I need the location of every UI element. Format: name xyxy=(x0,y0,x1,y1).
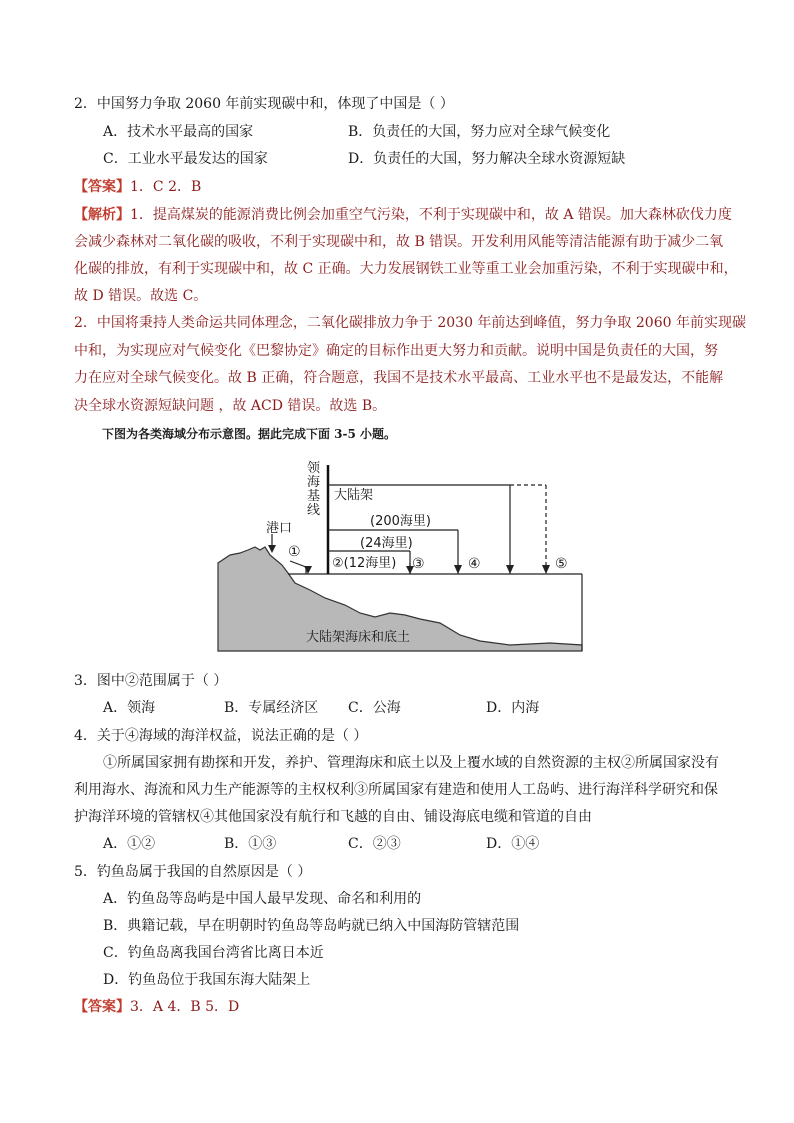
nm24-label: (24海里) xyxy=(360,536,413,551)
zone-5-label: ⑤ xyxy=(555,556,568,572)
q5-option-d: D．钓鱼岛位于我国东海大陆架上 xyxy=(103,972,311,988)
analysis-line-4: 故 D 错误。故选 C。 xyxy=(74,288,208,304)
baseline-char: 海 xyxy=(307,475,321,490)
q3-option-d: D．内海 xyxy=(486,700,540,716)
analysis-line-5: 2．中国将秉持人类命运共同体理念，二氧化碳排放力争于 2030 年前达到峰值，努力争取 2060 年前实现碳 xyxy=(74,315,746,331)
q3-option-c: C．公海 xyxy=(348,700,401,716)
q5-option-a: A．钓鱼岛等岛屿是中国人最早发现、命名和利用的 xyxy=(103,891,422,907)
answer-line-2 xyxy=(74,997,239,1017)
q2-option-c: C．工业水平最发达的国家 xyxy=(103,151,268,167)
answer-tag: 【答案】 xyxy=(74,999,130,1015)
q4-statement-line-3: 护海洋环境的管辖权④其他国家没有航行和飞越的自由、铺设海底电缆和管道的自由 xyxy=(74,809,592,825)
analysis-tag: 【解析】 xyxy=(74,207,130,223)
nm200-label: (200海里) xyxy=(370,514,431,529)
q2-stem: 2．中国努力争取 2060 年前实现碳中和，体现了中国是（ ） xyxy=(74,96,454,112)
baseline-label xyxy=(307,462,323,518)
port-label: 港口 xyxy=(266,521,293,536)
q2-option-a: A．技术水平最高的国家 xyxy=(103,124,254,140)
q2-option-d: D．负责任的大国，努力解决全球水资源短缺 xyxy=(348,151,626,167)
zone-1-label: ① xyxy=(288,544,301,560)
q5-stem: 5．钓鱼岛属于我国的自然原因是（ ） xyxy=(74,864,312,880)
baseline-char: 领 xyxy=(307,461,321,476)
continental-shelf-label: 大陆架 xyxy=(334,488,374,503)
q3-stem: 3．图中②范围属于（ ） xyxy=(74,673,228,689)
diagram-intro: 下图为各类海域分布示意图。据此完成下面 3-5 小题。 xyxy=(102,427,397,441)
q4-stem: 4．关于④海域的海洋权益，说法正确的是（ ） xyxy=(74,728,368,744)
nm12-label: ②(12海里) xyxy=(332,556,397,571)
q4-statement-line-2: 利用海水、海流和风力生产能源等的主权权利③所属国家有建造和使用人工岛屿、进行海洋科学研究和保 xyxy=(74,782,718,798)
analysis-line-6: 中和，为实现应对气候变化《巴黎协定》确定的目标作出更大努力和贡献。说明中国是负责任的大国，努 xyxy=(74,343,718,359)
q2-option-b: B．负责任的大国，努力应对全球气候变化 xyxy=(348,124,611,140)
analysis-text: 1．提高煤炭的能源消费比例会加重空气污染，不利于实现碳中和，故 A 错误。加大森林砍伐力度 xyxy=(130,207,732,223)
answer-text: 1．C 2．B xyxy=(130,179,202,195)
q4-option-d: D．①④ xyxy=(486,836,540,852)
sea-zones-diagram xyxy=(210,455,590,655)
answer-text: 3．A 4．B 5．D xyxy=(130,999,240,1015)
baseline-char: 基 xyxy=(307,489,321,504)
analysis-line-8: 决全球水资源短缺问题 ，故 ACD 错误。故选 B。 xyxy=(74,398,387,414)
analysis-line-7: 力在应对全球气候变化。故 B 正确，符合题意，我国不是技术水平最高、工业水平也不是最发达，不能解 xyxy=(74,370,724,386)
q4-option-b: B．①③ xyxy=(224,836,277,852)
zone-4-label: ④ xyxy=(468,556,481,572)
q5-option-b: B．典籍记载，早在明朝时钓鱼岛等岛屿就已纳入中国海防管辖范围 xyxy=(103,918,520,934)
q3-option-b: B．专属经济区 xyxy=(224,700,319,716)
q4-statement-line-1: ①所属国家拥有勘探和开发，养护、管理海床和底土以及上覆水域的自然资源的主权②所属国家没有 xyxy=(103,755,719,771)
answer-tag: 【答案】 xyxy=(74,179,130,195)
q3-option-a: A．领海 xyxy=(103,700,156,716)
analysis-line-1 xyxy=(74,205,732,225)
baseline-char: 线 xyxy=(307,503,321,518)
answer-line-1 xyxy=(74,177,201,197)
seabed-label: 大陆架海床和底土 xyxy=(306,630,411,645)
q4-option-a: A．①② xyxy=(103,836,156,852)
q5-option-c: C．钓鱼岛离我国台湾省比离日本近 xyxy=(103,945,324,961)
analysis-line-2: 会减少森林对二氧化碳的吸收，不利于实现碳中和，故 B 错误。开发利用风能等清洁能源有助于减少二氧 xyxy=(74,234,724,250)
analysis-line-3: 化碳的排放，有利于实现碳中和，故 C 正确。大力发展钢铁工业等重工业会加重污染，不利于实现碳中和， xyxy=(74,261,738,277)
zone-3-label: ③ xyxy=(412,556,425,572)
q4-option-c: C．②③ xyxy=(348,836,401,852)
